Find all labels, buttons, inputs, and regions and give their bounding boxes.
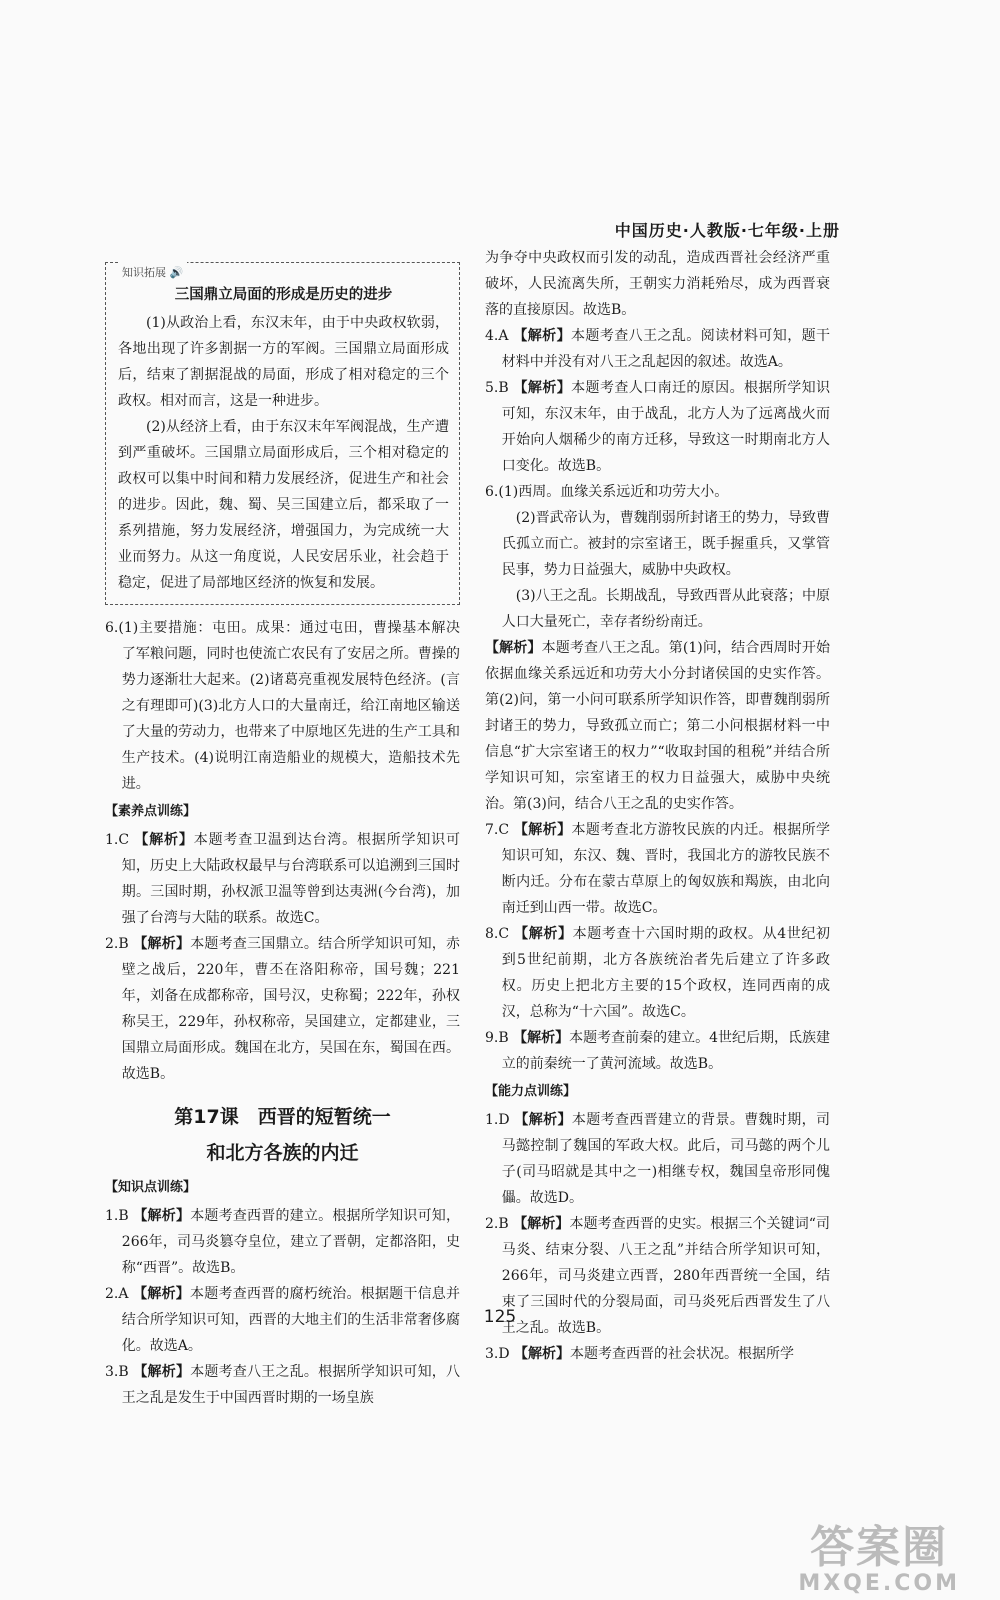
answer-r8: 8.C 【解析】本题考查十六国时期的政权。从4世纪初到5世纪前期，北方各族统治者先后建立了许多政权。历史上把北方主要的15个政权，连同西南的成汉，总称为“十六国”。故选C。 <box>485 926 831 1020</box>
speaker-icon: 🔊 <box>169 266 184 279</box>
section-heading-nengli: 【能力点训练】 <box>485 1084 577 1099</box>
answer-r6c: (3)八王之乱。长期战乱，导致西晋从此衰落；中原人口大量死亡，幸存者纷纷南迁。 <box>501 588 830 630</box>
answer-s1: 1.C 【解析】本题考查卫温到达台湾。根据所学知识可知，历史上大陆政权最早与台湾联系可以追溯到三国时期。三国时期，孙权派卫温等曾到达夷洲(今台湾)，加强了台湾与大陆的联系。故选C。 <box>105 832 461 926</box>
section-heading-suyang: 【素养点训练】 <box>105 804 197 819</box>
knowledge-expansion-box <box>105 262 460 605</box>
answer-n1: 1.D 【解析】本题考查西晋建立的背景。曹魏时期，司马懿控制了魏国的军政大权。此后，司马懿的两个儿子(司马昭就是其中之一)相继专权，魏国皇帝形同傀儡。故选D。 <box>485 1112 831 1206</box>
lesson-title: 第17课 西晋的短暂统一 和北方各族的内迁 <box>174 1106 391 1164</box>
answer-r4: 4.A 【解析】本题考查八王之乱。阅读材料可知，题干材料中并没有对八王之乱起因的叙述。故选A。 <box>485 328 831 370</box>
watermark-logo: 答案圈 MXQE.COM <box>798 1522 960 1596</box>
answer-k3: 3.B 【解析】本题考查八王之乱。根据所学知识可知，八王之乱是发生于中国西晋时期的一场皇族 <box>105 1364 461 1406</box>
answer-r7: 7.C 【解析】本题考查北方游牧民族的内迁。根据所学知识可知，东汉、魏、晋时，我国北方的游牧民族不断内迁。分布在蒙古草原上的匈奴族和羯族，由北向南迁到山西一带。故选C。 <box>485 822 831 916</box>
answer-6: 6.(1)主要措施：屯田。成果：通过屯田，曹操基本解决了军粮问题，同时也使流亡农民有了安居之所。曹操的势力逐渐壮大起来。(2)诸葛亮重视发展特色经济。(言之有理即可)(3)北方人口的大量南迁，给江南地区输送了大量的劳动力，也带来了中原地区先进的生产工具和生产技术。(4)说明江南造船业的规模大，造船技术先进。 <box>105 620 460 792</box>
box-title: 三国鼎立局面的形成是历史的进步 <box>174 287 393 303</box>
answer-n3: 3.D 【解析】本题考查西晋的社会状况。根据所学 <box>485 1346 795 1362</box>
box-paragraph-2: (2)从经济上看，由于东汉末年军阀混战，生产遭到严重破坏。三国鼎立局面形成后，三个相对稳定的政权可以集中时间和精力发展经济，促进生产和社会的进步。因此，魏、蜀、吴三国建立后，都采取了一系列措施，努力发展经济，增强国力，为完成统一大业而努力。从这一角度说，人民安居乐业，社会趋于稳定，促进了局部地区经济的恢复和发展。 <box>118 419 449 591</box>
answer-r6-analysis: 【解析】本题考查八王之乱。第(1)问，结合西周时开始依据血缘关系远近和功劳大小分封诸侯国的史实作答。第(2)问，第一小问可联系所学知识作答，即曹魏削弱所封诸王的势力，导致孤立而亡；第二小问根据材料一中信息“扩大宗室诸王的权力”“收取封国的租税”并结合所学知识可知，宗室诸王的权力日益强大，威胁中央统治。第(3)问，结合八王之乱的史实作答。 <box>485 640 830 812</box>
box-paragraph-1: (1)从政治上看，东汉末年，由于中央政权软弱，各地出现了许多割据一方的军阀。三国鼎立局面形成后，结束了割据混战的局面，形成了相对稳定的三个政权。相对而言，这是一种进步。 <box>118 315 449 409</box>
page-header: 中国历史·人教版·七年级·上册 <box>614 221 840 240</box>
answer-r6a: 6.(1)西周。血缘关系远近和功劳大小。 <box>485 484 729 500</box>
right-column <box>485 245 830 1367</box>
answer-s2: 2.B 【解析】本题考查三国鼎立。结合所学知识可知，赤壁之战后，220年，曹丕在洛阳称帝，国号魏；221年，刘备在成都称帝，国号汉，史称蜀；222年，孙权称吴王，229年，孙权称帝，吴国建立，定都建业，三国鼎立局面形成。魏国在北方，吴国在东，蜀国在西。故选B。 <box>105 936 461 1082</box>
section-heading-zhishi: 【知识点训练】 <box>105 1180 197 1195</box>
answer-n2: 2.B 【解析】本题考查西晋的史实。根据三个关键词“司马炎、结束分裂、八王之乱”并结合所学知识可知，266年，司马炎建立西晋，280年西晋统一全国，结束了三国时代的分裂局面，司马炎死后西晋发生了八王之乱。故选B。 <box>485 1216 831 1336</box>
answer-r5: 5.B 【解析】本题考查人口南迁的原因。根据所学知识可知，东汉末年，由于战乱，北方人为了远离战火而开始向人烟稀少的南方迁移，导致这一时期南北方人口变化。故选B。 <box>485 380 831 474</box>
left-column <box>105 262 460 1411</box>
answer-r9: 9.B 【解析】本题考查前秦的建立。4世纪后期，氐族建立的前秦统一了黄河流域。故选B。 <box>485 1030 831 1072</box>
page-number: 125 <box>483 1307 517 1327</box>
continued-text: 为争夺中央政权而引发的动乱，造成西晋社会经济严重破坏，人民流离失所，王朝实力消耗殆尽，成为西晋衰落的直接原因。故选B。 <box>485 250 830 318</box>
answer-r6b: (2)晋武帝认为，曹魏削弱所封诸王的势力，导致曹氏孤立而亡。被封的宗室诸王，既手握重兵，又掌管民事，势力日益强大，威胁中央政权。 <box>501 510 830 578</box>
answer-k2: 2.A 【解析】本题考查西晋的腐朽统治。根据题干信息并结合所学知识可知，西晋的大地主们的生活非常奢侈腐化。故选A。 <box>105 1286 461 1354</box>
answer-k1: 1.B 【解析】本题考查西晋的建立。根据所学知识可知，266年，司马炎篡夺皇位，建立了晋朝，定都洛阳，史称“西晋”。故选B。 <box>105 1208 461 1276</box>
box-tag: 知识拓展 🔊 <box>118 260 187 286</box>
